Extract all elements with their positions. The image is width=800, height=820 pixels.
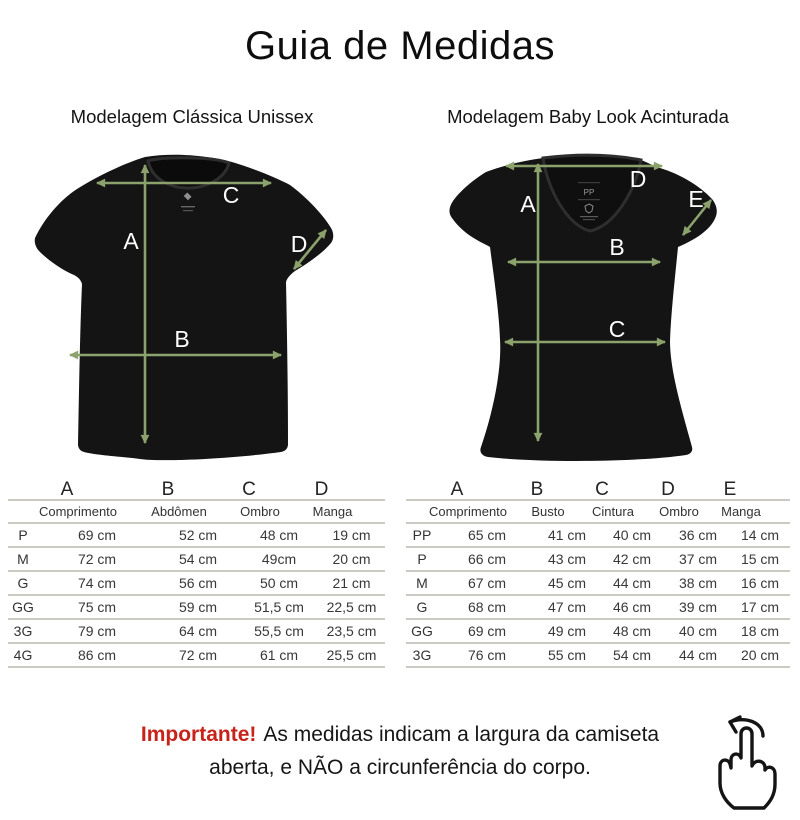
measurement-value: 72 cm	[178, 647, 218, 663]
col-header: Abdômen	[151, 504, 207, 519]
measurement-value: 15 cm	[740, 551, 780, 567]
size-label: P	[18, 527, 28, 543]
measurement-value: 45 cm	[547, 575, 587, 591]
measurement-value: 56 cm	[178, 575, 218, 591]
measurement-value: 20 cm	[740, 647, 780, 663]
babylook-label-e: E	[688, 186, 704, 212]
measurement-value: 36 cm	[678, 527, 718, 543]
size-label: M	[17, 551, 29, 567]
babylook-subtitle: Modelagem Baby Look Acinturada	[447, 106, 729, 127]
table-row	[406, 620, 790, 644]
col-letter: C	[242, 479, 256, 500]
babylook-label-b: B	[609, 234, 625, 260]
measurement-value: 41 cm	[547, 527, 587, 543]
classic-label-d: D	[290, 231, 308, 257]
measurement-value: 54 cm	[178, 551, 218, 567]
measurement-value: 39 cm	[678, 599, 718, 615]
size-label: GG	[411, 623, 433, 639]
measurement-value: 42 cm	[612, 551, 652, 567]
col-header: Ombro	[659, 504, 699, 519]
measurement-value: 17 cm	[740, 599, 780, 615]
important-note-line1: As medidas indicam a largura da camiseta	[263, 723, 660, 746]
col-letter: B	[161, 479, 175, 500]
col-header: Ombro	[240, 504, 280, 519]
classic-label-a: A	[123, 228, 139, 254]
measurement-value: 25,5 cm	[326, 647, 377, 663]
measurement-value: 47 cm	[547, 599, 587, 615]
babylook-label-c: C	[608, 316, 626, 342]
page-title: Guia de Medidas	[245, 24, 555, 68]
measurement-value: 44 cm	[678, 647, 718, 663]
babylook-column-header-row	[406, 501, 790, 524]
swipe-left-hand-icon	[700, 710, 790, 815]
measurement-value: 22,5 cm	[326, 599, 377, 615]
table-row	[8, 548, 385, 572]
col-header: Comprimento	[428, 504, 508, 519]
measurement-value: 37 cm	[678, 551, 718, 567]
table-row	[406, 644, 790, 668]
classic-subtitle: Modelagem Clássica Unissex	[70, 106, 314, 127]
babylook-table-rows	[406, 524, 790, 668]
classic-label-c: C	[222, 182, 240, 208]
table-row	[8, 572, 385, 596]
important-note-line2: aberta, e NÃO a circunferência do corpo.	[209, 756, 591, 779]
classic-size-table	[8, 479, 385, 668]
measurement-value: 65 cm	[467, 527, 507, 543]
table-row	[406, 524, 790, 548]
measurement-value: 48 cm	[259, 527, 299, 543]
measurement-value: 55,5 cm	[254, 623, 304, 639]
col-letter: B	[530, 479, 544, 500]
table-row	[8, 644, 385, 668]
size-label: GG	[12, 599, 34, 615]
size-label: G	[17, 575, 29, 591]
important-note	[70, 718, 730, 784]
swipe-arrow-head	[730, 717, 740, 732]
table-row	[8, 596, 385, 620]
measurement-value: 74 cm	[77, 575, 117, 591]
measurement-value: 61 cm	[259, 647, 299, 663]
table-row	[8, 620, 385, 644]
size-label: 3G	[412, 647, 432, 663]
measurement-value: 50 cm	[259, 575, 299, 591]
measurement-value: 23,5 cm	[326, 623, 377, 639]
pointing-hand	[720, 728, 775, 808]
col-letter: D	[314, 479, 329, 500]
measurement-value: 18 cm	[740, 623, 780, 639]
babylook-label-a: A	[520, 191, 536, 217]
important-note-highlight: Importante!	[140, 723, 257, 746]
table-row	[8, 524, 385, 548]
classic-letter-header-row	[8, 479, 385, 501]
measurement-value: 16 cm	[740, 575, 780, 591]
measurement-value: 54 cm	[612, 647, 652, 663]
col-letter: A	[450, 479, 464, 500]
measurement-value: 43 cm	[547, 551, 587, 567]
measurement-value: 66 cm	[467, 551, 507, 567]
col-letter: D	[661, 479, 675, 500]
measurement-value: 68 cm	[467, 599, 507, 615]
babylook-size-table	[406, 479, 790, 668]
babylook-shirt-illustration	[425, 146, 770, 468]
measurement-value: 67 cm	[467, 575, 507, 591]
measurement-value: 20 cm	[332, 551, 371, 567]
size-label: M	[416, 575, 428, 591]
col-letter: C	[595, 479, 609, 500]
measurement-value: 69 cm	[77, 527, 117, 543]
babylook-label-d: D	[629, 166, 647, 192]
classic-label-b: B	[174, 326, 190, 352]
measurement-value: 44 cm	[612, 575, 652, 591]
col-letter: E	[723, 479, 737, 500]
measurement-value: 69 cm	[467, 623, 507, 639]
measurement-value: 75 cm	[77, 599, 117, 615]
col-header: Busto	[531, 504, 565, 519]
classic-shirt-body	[35, 155, 334, 460]
measurement-value: 19 cm	[332, 527, 371, 543]
table-row	[406, 596, 790, 620]
measurement-value: 21 cm	[332, 575, 371, 591]
classic-table-rows	[8, 524, 385, 668]
measurement-value: 51,5 cm	[254, 599, 304, 615]
measurement-value: 46 cm	[612, 599, 652, 615]
measurement-value: 52 cm	[178, 527, 218, 543]
size-label: 3G	[13, 623, 33, 639]
col-header: Comprimento	[38, 504, 118, 519]
measurement-value: 48 cm	[612, 623, 652, 639]
size-label: 4G	[13, 647, 33, 663]
measurement-value: 49 cm	[547, 623, 587, 639]
measurement-value: 72 cm	[77, 551, 117, 567]
col-header: Manga	[721, 504, 761, 519]
measurement-value: 14 cm	[740, 527, 780, 543]
measurement-value: 64 cm	[178, 623, 218, 639]
measurement-value: 86 cm	[77, 647, 117, 663]
babylook-neck-tag-text: PP	[583, 188, 595, 197]
classic-shirt-illustration	[12, 146, 372, 468]
table-row	[406, 572, 790, 596]
classic-column-header-row	[8, 501, 385, 524]
col-header: Manga	[312, 504, 353, 519]
measurement-value: 38 cm	[678, 575, 718, 591]
size-label: PP	[412, 527, 432, 543]
col-letter: A	[60, 479, 74, 500]
measurement-value: 76 cm	[467, 647, 507, 663]
col-header: Cintura	[592, 504, 634, 519]
babylook-letter-header-row	[406, 479, 790, 501]
size-label: P	[417, 551, 427, 567]
table-row	[406, 548, 790, 572]
measurement-value: 59 cm	[178, 599, 218, 615]
size-label: G	[416, 599, 428, 615]
measurement-value: 55 cm	[547, 647, 587, 663]
measurement-value: 49cm	[261, 551, 297, 567]
measurement-value: 40 cm	[678, 623, 718, 639]
measurement-value: 79 cm	[77, 623, 117, 639]
measurement-value: 40 cm	[612, 527, 652, 543]
